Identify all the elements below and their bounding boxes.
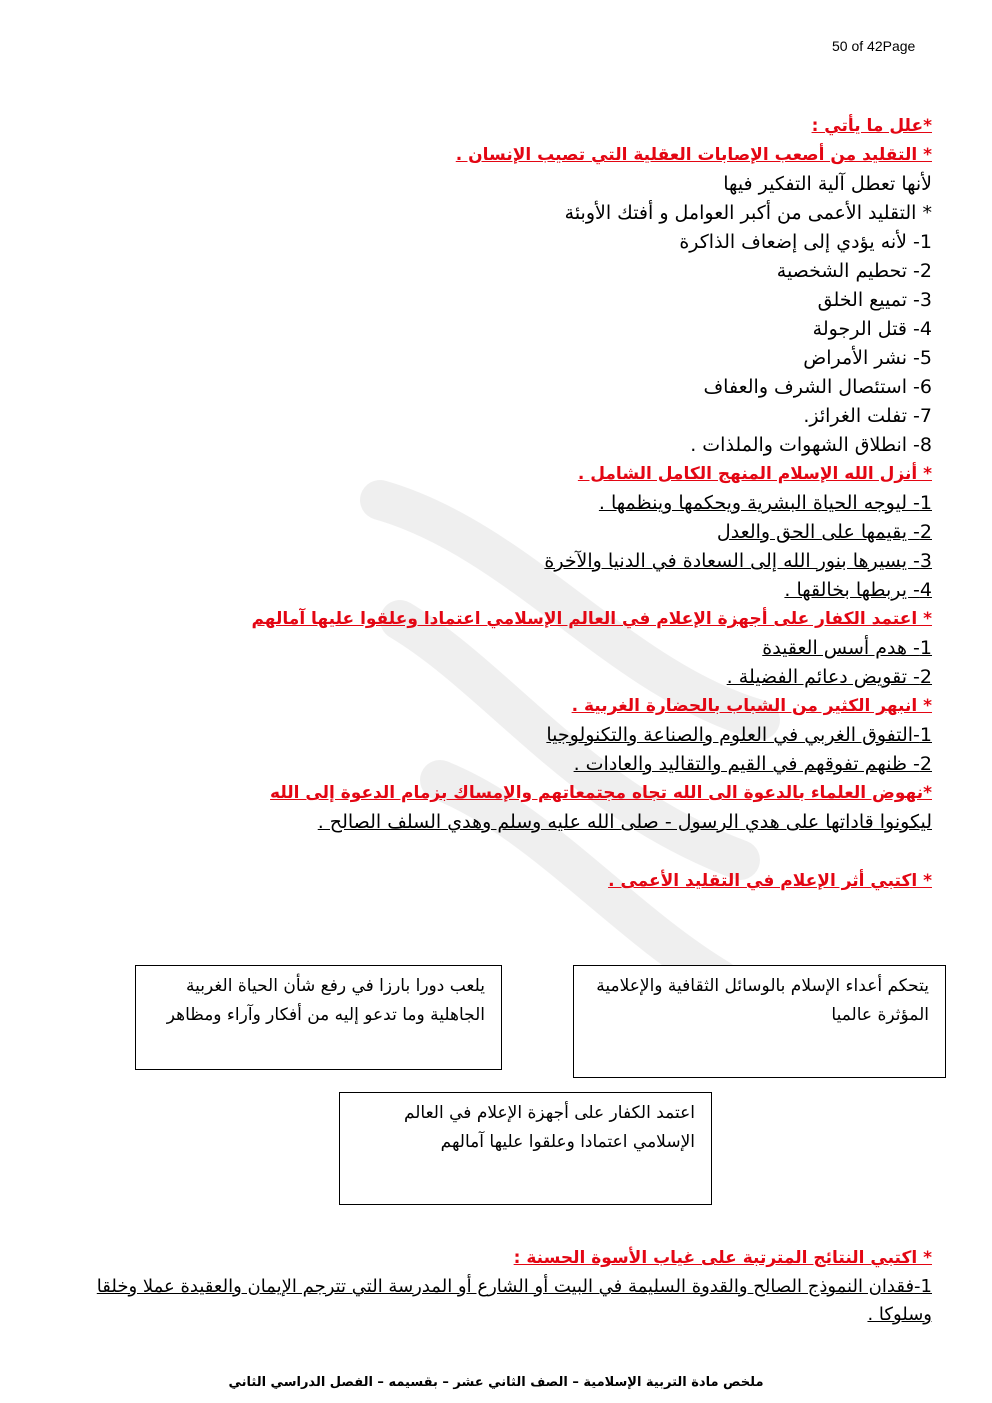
results-section [52,1244,932,1329]
list-item: 4- قتل الرجولة [812,318,932,340]
list-item: 7- تفلت الغرائز. [803,405,932,427]
list-item: 3- تمييع الخلق [817,289,932,311]
list-item: 6- استئصال الشرف والعفاف [703,376,932,398]
question-scholars: *نهوض العلماء بالدعوة الى الله تجاه مجتمعاتهم والإمساك بزمام الدعوة إلى الله [270,783,932,803]
list-item: 1- لأنه يؤدي إلى إضعاف الذاكرة [679,231,932,253]
question-blind-imitation: * التقليد الأعمى من أكبر العوامل و أفتك الأوبئة [564,202,932,224]
list-item: 1-التفوق الغربي في العلوم والصناعة والتكنولوجيا [546,724,932,746]
list-item: 1- هدم أسس العقيدة [762,637,932,659]
section-title-results: * اكتبي النتائج المترتبة على غياب الأسوة الحسنة : [513,1248,932,1268]
main-content [52,112,932,896]
section-title-explain: *علل ما يأتي : [811,116,932,136]
list-item: 5- نشر الأمراض [803,347,932,369]
effect-box-right: يتحكم أعداء الإسلام بالوسائل الثقافية والإعلامية المؤثرة عالميا [573,965,946,1078]
list-item: 3- يسيرها بنور الله إلى السعادة في الدنيا والآخرة [544,550,932,572]
effect-box-center: اعتمد الكفار على أجهزة الإعلام في العالم الإسلامي اعتمادا وعلقوا عليها آمالهم [339,1092,712,1205]
list-item: 4- يربطها بخالقها . [784,579,932,601]
answer-text: 1-فقدان النموذج الصالح والقدوة السليمة في البيت أو الشارع أو المدرسة التي تترجم الإيمان والعقيدة عملا وخلقا وسلوكا . [96,1276,932,1325]
page-footer: ملخص مادة التربية الإسلامية – الصف الثاني عشر – بقسيمه – الفصل الدراسي الثاني [228,1375,764,1390]
list-item: 2- يقيمها على الحق والعدل [716,521,932,543]
question-youth-fascination: * انبهر الكثير من الشباب بالحضارة الغربية . [571,696,932,716]
list-item: 2- ظنهم تفوقهم في القيم والتقاليد والعادات . [573,753,932,775]
list-item: 8- انطلاق الشهوات والملذات . [690,434,932,456]
list-item: 2- تحطيم الشخصية [776,260,932,282]
page-number: 50 of 42Page [832,38,916,54]
question-islam-method: * أنزل الله الإسلام المنهج الكامل الشامل . [577,464,932,484]
question-imitation: * التقليد من أصعب الإصابات العقلية التي تصيب الإنسان . [455,145,932,165]
answer-text: لأنها تعطل آلية التفكير فيها [723,173,932,195]
answer-text: ليكونوا قاداتها على هدي الرسول - صلى الله عليه وسلم وهدي السلف الصالح . [317,811,932,833]
list-item: 2- تقويض دعائم الفضيلة . [726,666,932,688]
section-title-media-effect: * اكتبي أثر الإعلام في التقليد الأعمى . [608,871,932,891]
list-item: 1- ليوجه الحياة البشرية ويحكمها وينظمها . [598,492,932,514]
question-media-reliance: * اعتمد الكفار على أجهزة الإعلام في العالم الإسلامي اعتمادا وعلقوا عليها آمالهم [251,609,932,629]
effect-box-left: يلعب دورا بارزا في رفع شأن الحياة الغربية الجاهلية وما تدعو إليه من أفكار وآراء ومظاهر [135,965,502,1070]
